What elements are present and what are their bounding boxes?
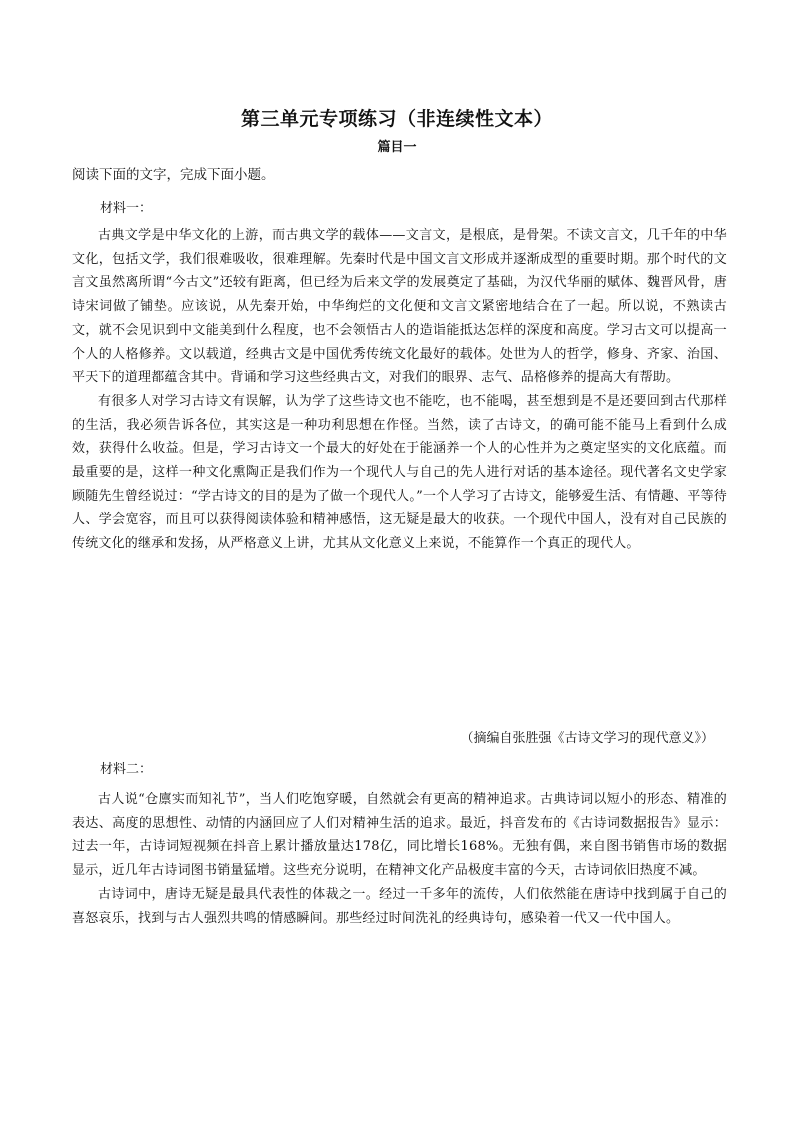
paragraph: 古典文学是中华文化的上游，而古典文学的载体——文言文，是根底，是骨架。不读文言文，几千年的中华文化，包括文学，我们很难吸收，很难理解。先秦时代是中国文言文形成并逐渐成型的重要时期。那个时代的文言文虽然离所谓“今古文”还较有距离，但已经为后来文学的发展奠定了基础，为汉代华丽的赋体、魏晋风骨，唐诗宋词做了铺垫。应该说，从先秦开始，中华绚烂的文化便和文言文紧密地结合在了一起。所以说，不熟读古文，就不会见识到中文能美到什么程度，也不会领悟古人的造诣能抵达怎样的深度和高度。学习古文可以提高一个人的人格修养。文以载道，经典古文是中国优秀传统文化最好的载体。处世为人的哲学，修身、齐家、治国、平天下的道理都蕴含其中。背诵和学习这些经典古文，对我们的眼界、志气、品格修养的提高大有帮助。 [72, 228, 727, 386]
material-two-body [72, 788, 727, 930]
material-one-body [72, 224, 727, 556]
material-two-label: 材料二： [100, 762, 153, 777]
section-heading: 篇目一 [377, 140, 417, 155]
material-one-label: 材料一： [100, 201, 153, 216]
paragraph: 古诗词中，唐诗无疑是最具代表性的体裁之一。经过一千多年的流传，人们依然能在唐诗中找到属于自己的喜怒哀乐，找到与古人强烈共鸣的情感瞬间。那些经过时间洗礼的经典诗句，感染着一代又一代中国人。 [72, 886, 727, 926]
paragraph: 古人说“仓廪实而知礼节”，当人们吃饱穿暖，自然就会有更高的精神追求。古典诗词以短小的形态、精准的表达、高度的思想性、动情的内涵回应了人们对精神生活的追求。最近，抖音发布的《古诗词数据报告》显示：过去一年，古诗词短视频在抖音上累计播放量达178亿，同比增长168%。无独有偶，来自图书销售市场的数据显示，近几年古诗词图书销量猛增。这些充分说明，在精神文化产品极度丰富的今天，古诗词依旧热度不减。 [72, 792, 727, 879]
paragraph: 有很多人对学习古诗文有误解，认为学了这些诗文也不能吃，也不能喝，甚至想到是不是还要回到古代那样的生活，我必须告诉各位，其实这是一种功利思想在作怪。当然，读了古诗文，的确可能不能马上看到什么成效，获得什么收益。但是，学习古诗文一个最大的好处在于能涵养一个人的心性并为之奠定坚实的文化底蕴。而最重要的是，这样一种文化熏陶正是我们作为一个现代人与自己的先人进行对话的基本途径。现代著名文史学家顾随先生曾经说过：“学古诗文的目的是为了做一个现代人。”一个人学习了古诗文，能够爱生活、有情趣、平等待人、学会宽容，而且可以获得阅读体验和精神感悟，这无疑是最大的收获。一个现代中国人，没有对自己民族的传统文化的继承和发扬，从严格意义上讲，尤其从文化意义上来说，不能算作一个真正的现代人。 [72, 393, 727, 552]
reading-instruction: 阅读下面的文字，完成下面小题。 [72, 167, 275, 183]
material-one-source: （摘编自张胜强《古诗文学习的现代意义》） [460, 731, 714, 746]
document-title: 第三单元专项练习（非连续性文本） [240, 108, 553, 130]
